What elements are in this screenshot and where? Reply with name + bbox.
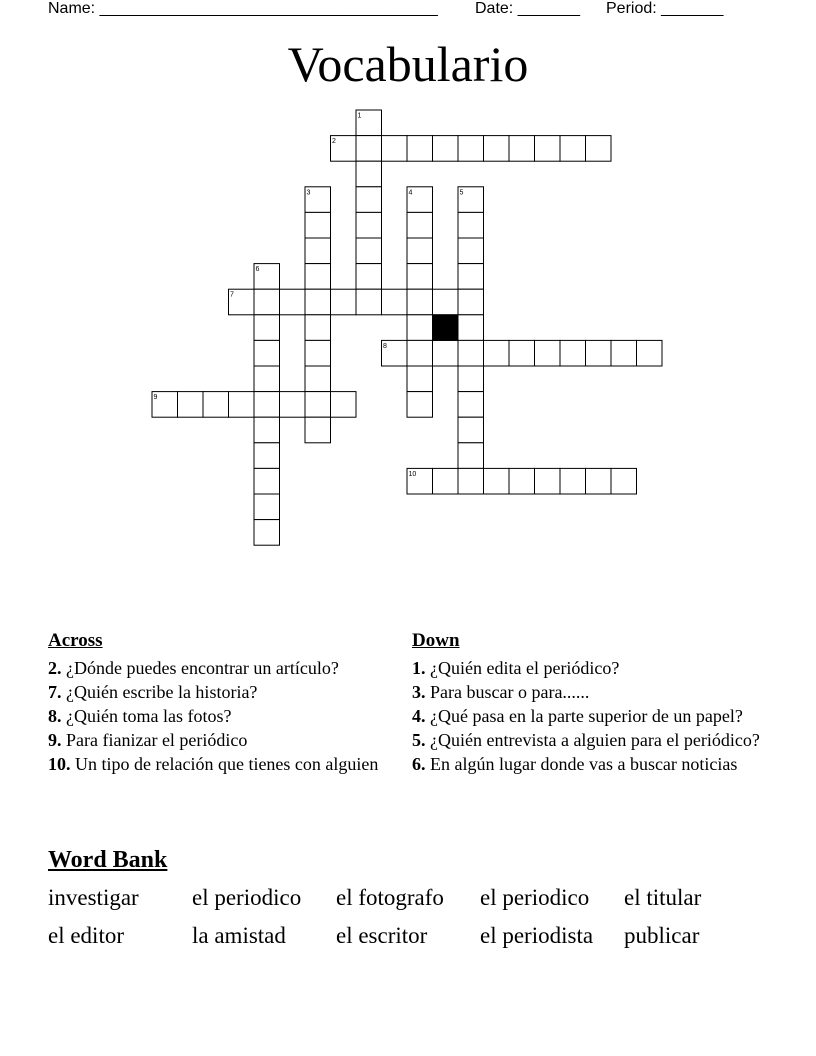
crossword-cell[interactable]	[254, 366, 280, 392]
crossword-cell[interactable]	[458, 392, 484, 418]
word-bank-item: investigar	[48, 885, 139, 910]
clue-text: ¿Quién escribe la historia?	[66, 682, 258, 702]
crossword-cell[interactable]	[407, 392, 433, 418]
crossword-cell[interactable]	[458, 443, 484, 469]
clue-number: 1.	[412, 658, 426, 678]
crossword-cell[interactable]	[458, 340, 484, 366]
crossword-cell[interactable]	[331, 289, 357, 315]
crossword-cell[interactable]	[280, 392, 306, 418]
crossword-clue-number: 3	[306, 189, 311, 197]
crossword-cell[interactable]	[305, 340, 331, 366]
name-field[interactable]: Name: ______________________________________	[48, 0, 438, 17]
crossword-cell[interactable]	[407, 289, 433, 315]
crossword-cell[interactable]	[560, 468, 586, 494]
crossword-cell[interactable]	[458, 264, 484, 290]
crossword-cell[interactable]	[433, 136, 459, 162]
crossword-clue-number: 1	[357, 112, 362, 120]
crossword-cell[interactable]	[305, 315, 331, 341]
crossword-cell[interactable]	[356, 136, 382, 162]
down-heading: Down	[412, 630, 460, 651]
crossword-cell[interactable]	[356, 238, 382, 264]
crossword-clue-number: 9	[153, 394, 158, 402]
word-bank	[48, 884, 768, 950]
clue-number: 10.	[48, 754, 71, 774]
clue-item	[48, 682, 388, 702]
date-field[interactable]: Date: _______	[475, 0, 580, 17]
crossword-cell[interactable]	[560, 136, 586, 162]
word-bank-item: la amistad	[192, 923, 286, 948]
crossword-cell[interactable]	[458, 417, 484, 443]
crossword-cell[interactable]	[458, 468, 484, 494]
crossword-cell[interactable]	[458, 238, 484, 264]
clue-number: 3.	[412, 682, 426, 702]
crossword-cell[interactable]	[305, 417, 331, 443]
clue-text: ¿Qué pasa en la parte superior de un papel?	[430, 706, 743, 726]
word-bank-title: Word Bank	[48, 847, 168, 873]
crossword-cell[interactable]	[407, 238, 433, 264]
clue-item	[48, 754, 388, 774]
crossword-cell[interactable]	[637, 340, 663, 366]
crossword-cell[interactable]	[458, 212, 484, 238]
clue-number: 8.	[48, 706, 62, 726]
clue-number: 5.	[412, 730, 426, 750]
clue-text: Para buscar o para......	[430, 682, 590, 702]
crossword-cell[interactable]	[407, 340, 433, 366]
crossword-cell[interactable]	[254, 289, 280, 315]
down-clues	[412, 630, 762, 778]
page-title: Vocabulario	[287, 36, 529, 92]
clue-number: 4.	[412, 706, 426, 726]
crossword-cell[interactable]	[254, 468, 280, 494]
word-bank-item: el periodico	[192, 885, 302, 910]
crossword-cell[interactable]	[509, 468, 535, 494]
crossword-cell[interactable]	[178, 392, 204, 418]
crossword-cell[interactable]	[586, 340, 612, 366]
crossword-cell[interactable]	[458, 289, 484, 315]
clue-item	[412, 658, 762, 678]
crossword-cell[interactable]	[611, 468, 637, 494]
crossword-cell[interactable]	[254, 315, 280, 341]
crossword-clue-number: 4	[408, 189, 413, 197]
crossword-cell[interactable]	[407, 264, 433, 290]
word-bank-item: el titular	[624, 885, 702, 910]
crossword-cell[interactable]	[535, 136, 561, 162]
crossword-clue-number: 8	[383, 342, 387, 350]
crossword-cell[interactable]	[535, 340, 561, 366]
crossword-cell[interactable]	[254, 340, 280, 366]
clue-number: 7.	[48, 682, 62, 702]
crossword-cell[interactable]	[305, 392, 331, 418]
clue-item	[412, 754, 762, 774]
crossword-cell[interactable]	[280, 289, 306, 315]
clue-number: 2.	[48, 658, 62, 678]
crossword-cell[interactable]	[407, 366, 433, 392]
crossword-cell[interactable]	[254, 494, 280, 520]
crossword-cell[interactable]	[484, 136, 510, 162]
crossword-cell[interactable]	[407, 212, 433, 238]
crossword-cell[interactable]	[484, 468, 510, 494]
clue-text: Para fianizar el periódico	[66, 730, 248, 750]
period-field[interactable]: Period: _______	[606, 0, 724, 17]
crossword-cell[interactable]	[356, 161, 382, 187]
crossword-cell[interactable]	[458, 366, 484, 392]
clue-number: 9.	[48, 730, 62, 750]
clue-text: ¿Quién toma las fotos?	[66, 706, 232, 726]
across-clues	[48, 630, 388, 778]
word-bank-item: el fotografo	[336, 885, 444, 910]
crossword-cell[interactable]	[305, 289, 331, 315]
clue-text: ¿Quién entrevista a alguien para el periódico?	[430, 730, 760, 750]
crossword-clue-number: 7	[230, 291, 234, 299]
crossword-cell[interactable]	[458, 136, 484, 162]
crossword-cell[interactable]	[382, 289, 408, 315]
clue-item	[48, 706, 388, 726]
word-bank-item: el periodista	[480, 923, 594, 948]
crossword-cell[interactable]	[331, 392, 357, 418]
crossword-cell[interactable]	[356, 289, 382, 315]
clue-item	[412, 730, 762, 750]
crossword-cell[interactable]	[203, 392, 229, 418]
word-bank-item: publicar	[624, 923, 700, 948]
clue-number: 6.	[412, 754, 426, 774]
clue-item	[412, 682, 762, 702]
crossword-cell[interactable]	[305, 264, 331, 290]
crossword-cell[interactable]	[535, 468, 561, 494]
clue-item	[48, 730, 388, 750]
clue-text: Un tipo de relación que tienes con alguien	[75, 754, 379, 774]
crossword-cell[interactable]	[407, 136, 433, 162]
crossword-cell[interactable]	[611, 340, 637, 366]
crossword-cell[interactable]	[433, 468, 459, 494]
crossword-cell[interactable]	[433, 340, 459, 366]
across-heading: Across	[48, 630, 103, 651]
crossword-cell[interactable]	[509, 136, 535, 162]
crossword-cell[interactable]	[305, 238, 331, 264]
crossword-cell[interactable]	[458, 315, 484, 341]
word-bank-item: el periodico	[480, 885, 590, 910]
crossword-cell[interactable]	[356, 187, 382, 213]
crossword-cell[interactable]	[356, 212, 382, 238]
crossword-clue-number: 10	[408, 470, 417, 478]
crossword-cell[interactable]	[509, 340, 535, 366]
crossword-cell[interactable]	[560, 340, 586, 366]
word-bank-item: el editor	[48, 923, 124, 948]
crossword-clue-number: 5	[459, 189, 464, 197]
crossword-black-cell	[433, 315, 459, 341]
clue-text: En algún lugar donde vas a buscar noticias	[430, 754, 738, 774]
crossword-cell[interactable]	[254, 443, 280, 469]
clue-text: ¿Quién edita el periódico?	[430, 658, 620, 678]
crossword-cell[interactable]	[305, 366, 331, 392]
clue-text: ¿Dónde puedes encontrar un artículo?	[66, 658, 339, 678]
crossword-cell[interactable]	[586, 468, 612, 494]
crossword-cell[interactable]	[305, 212, 331, 238]
crossword-clue-number: 6	[255, 266, 260, 274]
crossword-cell[interactable]	[484, 340, 510, 366]
crossword-cell[interactable]	[382, 136, 408, 162]
crossword-cell[interactable]	[254, 417, 280, 443]
clue-item	[412, 706, 762, 726]
crossword-clue-number: 2	[332, 138, 336, 146]
clue-item	[48, 658, 388, 678]
crossword-cell[interactable]	[229, 392, 255, 418]
crossword-cell[interactable]	[586, 136, 612, 162]
crossword-cell[interactable]	[433, 289, 459, 315]
crossword-cell[interactable]	[254, 520, 280, 546]
word-bank-item: el escritor	[336, 923, 428, 948]
crossword-cell[interactable]	[407, 315, 433, 341]
crossword-cell[interactable]	[356, 264, 382, 290]
crossword-cell[interactable]	[254, 392, 280, 418]
